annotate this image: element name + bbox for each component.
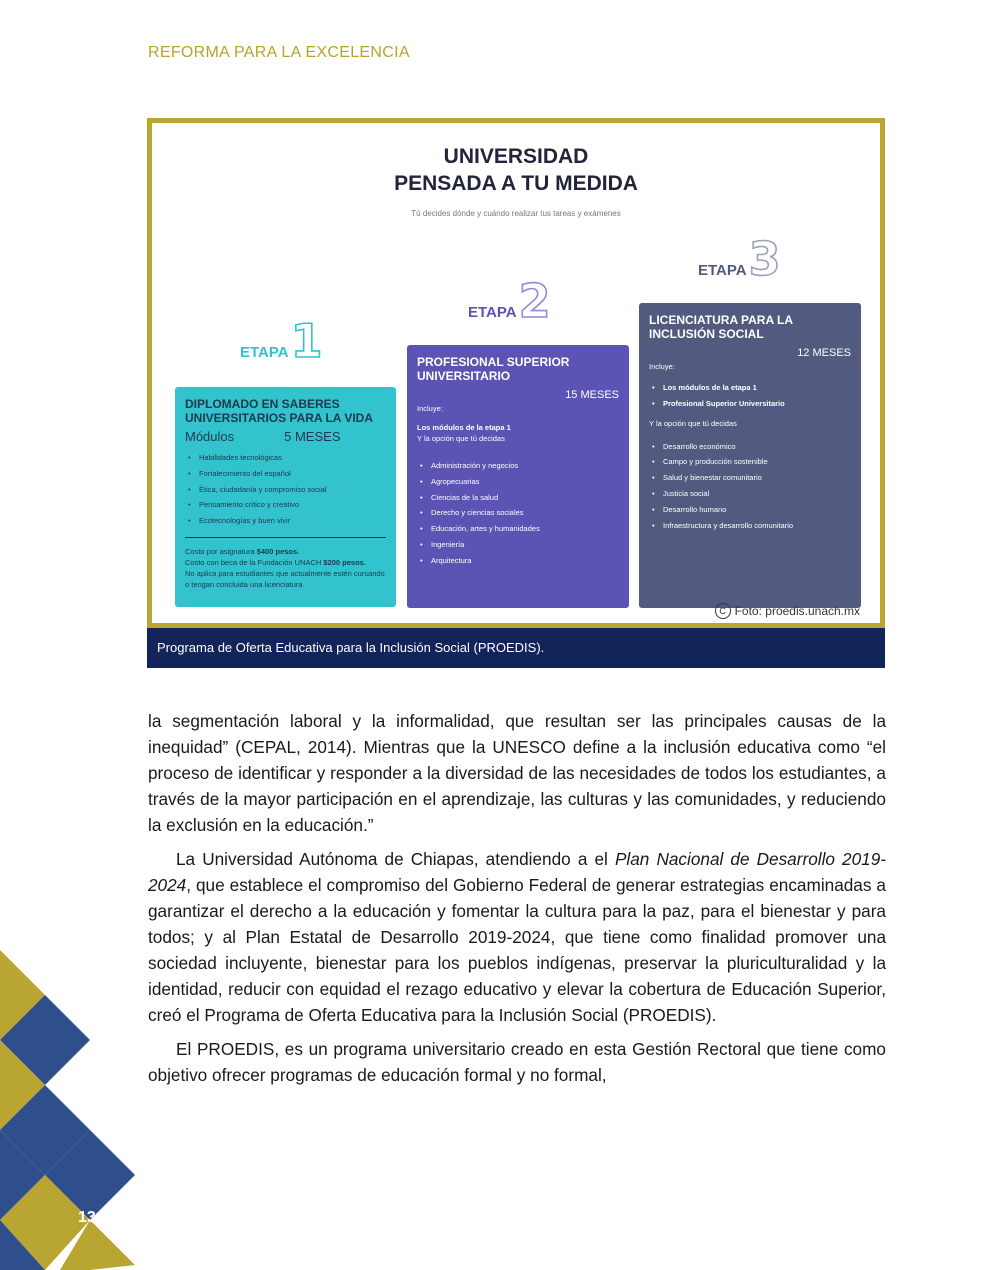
stage2-incluye: Incluye: (417, 404, 443, 413)
stage1-word: ETAPA (240, 344, 289, 361)
stage1-costs (185, 546, 386, 590)
list-item: • Desarrollo económico (663, 439, 851, 455)
list-item: • Ciencias de la salud (431, 490, 619, 506)
list-item: • Campo y producción sostenible (663, 454, 851, 470)
photo-credit-text: Foto: proedis.unach.mx (734, 604, 860, 618)
stage1-label (240, 314, 323, 368)
stage2-number: 2 (518, 274, 551, 328)
stage1-title (185, 397, 386, 425)
list-item: • Justicia social (663, 486, 851, 502)
list-item: • Salud y bienestar comunitario (663, 470, 851, 486)
figure-title (152, 143, 880, 197)
list-item: • Profesional Superior Universitario (663, 396, 851, 412)
list-item: • Infraestructura y desarrollo comunitario (663, 518, 851, 534)
stage3-incluye: Incluye: (649, 362, 675, 371)
page-number: 134 (78, 1209, 105, 1226)
plan-nacional-title: Plan Nacional de Desarrollo 2019-2024 (148, 849, 886, 895)
body-text (148, 708, 886, 1096)
list-item: • Derecho y ciencias sociales (431, 505, 619, 521)
stage2-meses: 15 MESES (565, 389, 619, 401)
figure-title-line1: UNIVERSIDAD (443, 145, 589, 168)
list-item: • Habilidades tecnológicas (199, 450, 386, 466)
stage2-opcion: Y la opción que tú decidas (417, 434, 505, 443)
stage1-number: 1 (290, 314, 323, 368)
stage1-modules-row (185, 429, 386, 444)
stage1-card (175, 387, 396, 607)
paragraph-3: El PROEDIS, es un programa universitario creado en esta Gestión Rectoral que tiene como objetivo ofrecer programas de educación formal y no formal, (148, 1039, 886, 1085)
cost1-text: Costo por asignatura (185, 546, 257, 556)
paragraph-2-start: La Universidad Autónoma de Chiapas, atendiendo a el (176, 849, 615, 869)
stage2-word: ETAPA (468, 304, 517, 321)
stage1-title-line2: UNIVERSITARIOS PARA LA VIDA (185, 411, 374, 425)
stage3-includes-list (649, 380, 851, 412)
stage3-title-line1: LICENCIATURA PARA LA (649, 313, 793, 327)
stage2-title (417, 355, 619, 383)
stage1-title-line1: DIPLOMADO EN SABERES (185, 397, 340, 411)
cost2-price: $200 pesos. (323, 557, 366, 567)
stage3-list (649, 439, 851, 534)
list-item: • Agropecuarias (431, 474, 619, 490)
running-head: REFORMA PARA LA EXCELENCIA (148, 44, 410, 61)
stage3-word: ETAPA (698, 262, 747, 279)
stage2-card (407, 345, 629, 608)
cost2-text: Costo con beca de la Fundación UNACH (185, 557, 324, 567)
cost1-price: $400 pesos. (256, 546, 300, 556)
stage3-label (698, 232, 781, 286)
stage3-title (649, 313, 851, 341)
copyright-icon: C (715, 603, 731, 619)
list-item: • Pensamiento crítico y creativo (199, 497, 386, 513)
stage2-list (417, 458, 619, 569)
stage3-number: 3 (748, 232, 781, 286)
list-item: • Fortalecimiento del español (199, 466, 386, 482)
list-item: • Ética, ciudadanía y compromiso social (199, 482, 386, 498)
stage2-title-line2: UNIVERSITARIO (417, 369, 511, 383)
figure-caption: Programa de Oferta Educativa para la Inclusión Social (PROEDIS). (147, 628, 885, 668)
figure-subtitle: Tú decides dónde y cuándo realizar tus tareas y exámenes (411, 209, 621, 218)
list-item: • Desarrollo humano (663, 502, 851, 518)
figure-title-line2: PENSADA A TU MEDIDA (394, 172, 638, 195)
list-item: • Ingeniería (431, 537, 619, 553)
stage2-label (468, 274, 551, 328)
stage3-card (639, 303, 861, 608)
stage1-divider (185, 537, 386, 538)
list-item: • Los módulos de la etapa 1 (663, 380, 851, 396)
list-item: • Educación, artes y humanidades (431, 521, 619, 537)
list-item: • Ecotecnologías y buen vivir (199, 513, 386, 529)
stage2-modulos-etapa: Los módulos de la etapa 1 (417, 423, 511, 432)
paragraph-1: la segmentación laboral y la informalidad, que resultan ser las principales causas de la inequidad” (CEPAL, 2014). Mientras que la UNESCO define a la inclusión educativa como “el proceso de identificar y responder a la diversidad de las necesidades de todos los estudiantes, a través de la mayor participación en el aprendizaje, las culturas y las comunidades, y reduciendo la exclusión en la educación.” (148, 711, 886, 835)
stage3-meses: 12 MESES (797, 347, 851, 359)
cost3-text: No aplica para estudiantes que actualmente estén cursando o tengan concluida una licenciatura (185, 568, 385, 589)
stage2-title-line1: PROFESIONAL SUPERIOR (417, 355, 570, 369)
stage1-meses: 5 MESES (284, 429, 341, 444)
list-item: • Arquitectura (431, 553, 619, 569)
paragraph-2 (148, 846, 886, 1028)
stage1-list (185, 450, 386, 529)
photo-credit (715, 603, 860, 619)
stage1-modulos-label: Módulos (185, 429, 235, 444)
list-item: • Administración y negocios (431, 458, 619, 474)
stage3-title-line2: INCLUSIÓN SOCIAL (649, 327, 764, 341)
stage3-opcion: Y la opción que tú decidas (649, 418, 737, 428)
proedis-figure (147, 118, 885, 628)
paragraph-2-rest: , que establece el compromiso del Gobierno Federal de generar estrategias encaminadas a garantizar el derecho a la educación y fomentar la cultura para la paz, para el bienestar y para todos; y al Plan Estatal de Desarrollo 2019-2024, que tiene como finalidad promover una sociedad incluyente, bienestar para los pueblos indígenas, preservar la pluriculturalidad y la identidad, reducir con equidad el rezago educativo y elevar la cobertura de Educación Superior, creó el Programa de Oferta Educativa para la Inclusión Social (PROEDIS). (148, 875, 886, 1025)
corner-diamond-decoration (0, 950, 150, 1270)
